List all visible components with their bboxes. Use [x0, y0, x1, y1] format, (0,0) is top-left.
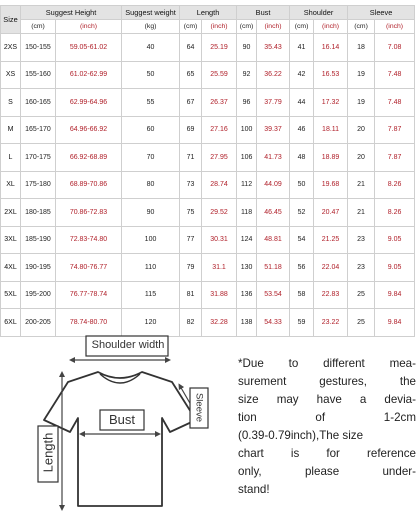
cell-bust-cm: 112 [237, 171, 257, 199]
cell-sh-in: 22.04 [314, 254, 348, 282]
cell-kg: 80 [122, 171, 180, 199]
cell-sh-in: 16.14 [314, 34, 348, 62]
cell-sl-in: 9.84 [375, 309, 415, 337]
size-chart-table [0, 5, 415, 337]
unit-cm: (cm) [237, 20, 257, 34]
cell-kg: 90 [122, 199, 180, 227]
cell-sl-cm: 19 [348, 89, 375, 117]
cell-size: 5XL [1, 281, 21, 309]
cell-bust-cm: 92 [237, 61, 257, 89]
cell-sl-cm: 18 [348, 34, 375, 62]
cell-size: M [1, 116, 21, 144]
cell-sh-in: 23.22 [314, 309, 348, 337]
cell-size: 4XL [1, 254, 21, 282]
table-row [1, 226, 415, 254]
cell-bust-cm: 130 [237, 254, 257, 282]
cell-sh-cm: 44 [290, 89, 314, 117]
cell-kg: 110 [122, 254, 180, 282]
cell-len-in: 31.1 [202, 254, 237, 282]
header-length: Length [180, 6, 237, 20]
cell-sh-in: 18.11 [314, 116, 348, 144]
note-line: tion of 1-2cm [238, 411, 416, 424]
cell-h-in: 72.83-74.80 [56, 226, 122, 254]
cell-bust-in: 46.45 [257, 199, 290, 227]
cell-h-in: 62.99-64.96 [56, 89, 122, 117]
cell-len-in: 27.16 [202, 116, 237, 144]
cell-len-cm: 67 [180, 89, 202, 117]
header-size: Size [1, 6, 21, 34]
unit-kg: (kg) [122, 20, 180, 34]
header-suggest-height: Suggest Height [21, 6, 122, 20]
cell-sh-in: 18.89 [314, 144, 348, 172]
cell-len-cm: 82 [180, 309, 202, 337]
cell-sh-in: 21.25 [314, 226, 348, 254]
cell-bust-in: 53.54 [257, 281, 290, 309]
cell-len-in: 30.31 [202, 226, 237, 254]
table-row [1, 281, 415, 309]
cell-h-in: 66.92-68.89 [56, 144, 122, 172]
cell-h-in: 76.77-78.74 [56, 281, 122, 309]
unit-row [1, 20, 415, 34]
cell-sl-cm: 23 [348, 226, 375, 254]
cell-size: 2XL [1, 199, 21, 227]
table-row [1, 116, 415, 144]
header-shoulder: Shoulder [290, 6, 348, 20]
cell-sl-cm: 25 [348, 281, 375, 309]
cell-bust-in: 51.18 [257, 254, 290, 282]
cell-sh-cm: 52 [290, 199, 314, 227]
cell-sh-cm: 56 [290, 254, 314, 282]
note-line: *Due to different mea- [238, 357, 416, 370]
cell-kg: 120 [122, 309, 180, 337]
cell-sl-cm: 20 [348, 116, 375, 144]
cell-h-in: 74.80-76.77 [56, 254, 122, 282]
cell-bust-in: 48.81 [257, 226, 290, 254]
cell-sl-in: 9.84 [375, 281, 415, 309]
header-bust: Bust [237, 6, 290, 20]
cell-h-in: 64.96-66.92 [56, 116, 122, 144]
unit-cm: (cm) [180, 20, 202, 34]
cell-sh-cm: 41 [290, 34, 314, 62]
cell-size: XL [1, 171, 21, 199]
cell-size: XS [1, 61, 21, 89]
table-row [1, 61, 415, 89]
cell-kg: 70 [122, 144, 180, 172]
cell-sh-in: 19.68 [314, 171, 348, 199]
cell-h-cm: 160-165 [21, 89, 56, 117]
header-suggest-weight: Suggest weight [122, 6, 180, 20]
cell-kg: 40 [122, 34, 180, 62]
note-line: stand! [238, 483, 270, 496]
cell-bust-cm: 96 [237, 89, 257, 117]
cell-bust-in: 39.37 [257, 116, 290, 144]
cell-bust-in: 44.09 [257, 171, 290, 199]
cell-sh-cm: 48 [290, 144, 314, 172]
cell-bust-in: 36.22 [257, 61, 290, 89]
unit-cm: (cm) [348, 20, 375, 34]
unit-inch: (inch) [314, 20, 348, 34]
cell-len-cm: 81 [180, 281, 202, 309]
table-row [1, 199, 415, 227]
shoulder-width-label: Shoulder width [91, 339, 165, 351]
cell-sl-cm: 23 [348, 254, 375, 282]
cell-len-in: 28.74 [202, 171, 237, 199]
cell-h-cm: 190-195 [21, 254, 56, 282]
cell-h-in: 59.05-61.02 [56, 34, 122, 62]
note-line: surement gestures, the [238, 375, 416, 388]
note-line: (0.39-0.79inch),The size [238, 429, 364, 442]
note-line: size may have a devia- [238, 393, 416, 406]
table-row [1, 171, 415, 199]
table-row [1, 89, 415, 117]
cell-sl-cm: 20 [348, 144, 375, 172]
cell-bust-in: 54.33 [257, 309, 290, 337]
cell-len-cm: 64 [180, 34, 202, 62]
cell-len-in: 27.95 [202, 144, 237, 172]
unit-cm: (cm) [290, 20, 314, 34]
cell-kg: 60 [122, 116, 180, 144]
cell-sl-in: 7.08 [375, 34, 415, 62]
cell-kg: 55 [122, 89, 180, 117]
cell-size: 6XL [1, 309, 21, 337]
cell-len-cm: 79 [180, 254, 202, 282]
cell-sh-cm: 46 [290, 116, 314, 144]
unit-inch: (inch) [56, 20, 122, 34]
unit-inch: (inch) [202, 20, 237, 34]
cell-h-cm: 180-185 [21, 199, 56, 227]
cell-kg: 50 [122, 61, 180, 89]
cell-sl-in: 7.87 [375, 144, 415, 172]
cell-len-in: 25.59 [202, 61, 237, 89]
cell-sl-cm: 25 [348, 309, 375, 337]
cell-size: 2XS [1, 34, 21, 62]
cell-sh-cm: 58 [290, 281, 314, 309]
tshirt-measurement-icon [20, 330, 230, 515]
cell-sl-in: 7.48 [375, 61, 415, 89]
table-row [1, 254, 415, 282]
unit-inch: (inch) [257, 20, 290, 34]
cell-bust-cm: 90 [237, 34, 257, 62]
cell-len-in: 32.28 [202, 309, 237, 337]
cell-h-in: 68.89-70.86 [56, 171, 122, 199]
cell-len-in: 31.88 [202, 281, 237, 309]
cell-bust-cm: 138 [237, 309, 257, 337]
cell-h-cm: 200-205 [21, 309, 56, 337]
cell-len-cm: 77 [180, 226, 202, 254]
cell-sl-in: 8.26 [375, 199, 415, 227]
unit-inch: (inch) [375, 20, 415, 34]
cell-len-in: 25.19 [202, 34, 237, 62]
cell-len-cm: 65 [180, 61, 202, 89]
cell-sl-in: 9.05 [375, 254, 415, 282]
cell-sl-in: 7.87 [375, 116, 415, 144]
cell-sh-cm: 59 [290, 309, 314, 337]
cell-h-cm: 165-170 [21, 116, 56, 144]
bust-label: Bust [108, 412, 135, 427]
cell-sl-in: 7.48 [375, 89, 415, 117]
header-sleeve: Sleeve [348, 6, 415, 20]
cell-bust-in: 37.79 [257, 89, 290, 117]
cell-sh-in: 17.32 [314, 89, 348, 117]
cell-h-in: 78.74-80.70 [56, 309, 122, 337]
cell-bust-cm: 136 [237, 281, 257, 309]
cell-kg: 100 [122, 226, 180, 254]
cell-h-cm: 185-190 [21, 226, 56, 254]
note-line: only, please under- [238, 465, 416, 478]
cell-bust-in: 41.73 [257, 144, 290, 172]
cell-sl-cm: 19 [348, 61, 375, 89]
cell-sl-in: 8.26 [375, 171, 415, 199]
cell-bust-cm: 106 [237, 144, 257, 172]
cell-len-cm: 71 [180, 144, 202, 172]
cell-len-cm: 73 [180, 171, 202, 199]
note-line: chart is for reference [238, 447, 416, 460]
size-disclaimer-note [238, 355, 416, 499]
cell-size: S [1, 89, 21, 117]
cell-kg: 115 [122, 281, 180, 309]
cell-h-in: 70.86-72.83 [56, 199, 122, 227]
cell-sh-in: 20.47 [314, 199, 348, 227]
cell-bust-cm: 100 [237, 116, 257, 144]
cell-sl-cm: 21 [348, 199, 375, 227]
cell-len-cm: 69 [180, 116, 202, 144]
unit-cm: (cm) [21, 20, 56, 34]
cell-bust-cm: 118 [237, 199, 257, 227]
cell-h-cm: 150-155 [21, 34, 56, 62]
cell-h-cm: 175-180 [21, 171, 56, 199]
cell-sh-cm: 50 [290, 171, 314, 199]
table-row [1, 144, 415, 172]
cell-h-cm: 195-200 [21, 281, 56, 309]
length-label: Length [40, 432, 56, 473]
cell-sh-in: 16.53 [314, 61, 348, 89]
cell-sh-cm: 42 [290, 61, 314, 89]
cell-h-cm: 170-175 [21, 144, 56, 172]
cell-sl-in: 9.05 [375, 226, 415, 254]
cell-size: L [1, 144, 21, 172]
cell-h-in: 61.02-62.99 [56, 61, 122, 89]
cell-sh-cm: 54 [290, 226, 314, 254]
cell-h-cm: 155-160 [21, 61, 56, 89]
header-row [1, 6, 415, 20]
cell-len-cm: 75 [180, 199, 202, 227]
table-row [1, 34, 415, 62]
cell-sl-cm: 21 [348, 171, 375, 199]
cell-sh-in: 22.83 [314, 281, 348, 309]
cell-len-in: 26.37 [202, 89, 237, 117]
cell-bust-cm: 124 [237, 226, 257, 254]
cell-size: 3XL [1, 226, 21, 254]
cell-len-in: 29.52 [202, 199, 237, 227]
cell-bust-in: 35.43 [257, 34, 290, 62]
sleeve-label: Sleeve [193, 392, 205, 423]
